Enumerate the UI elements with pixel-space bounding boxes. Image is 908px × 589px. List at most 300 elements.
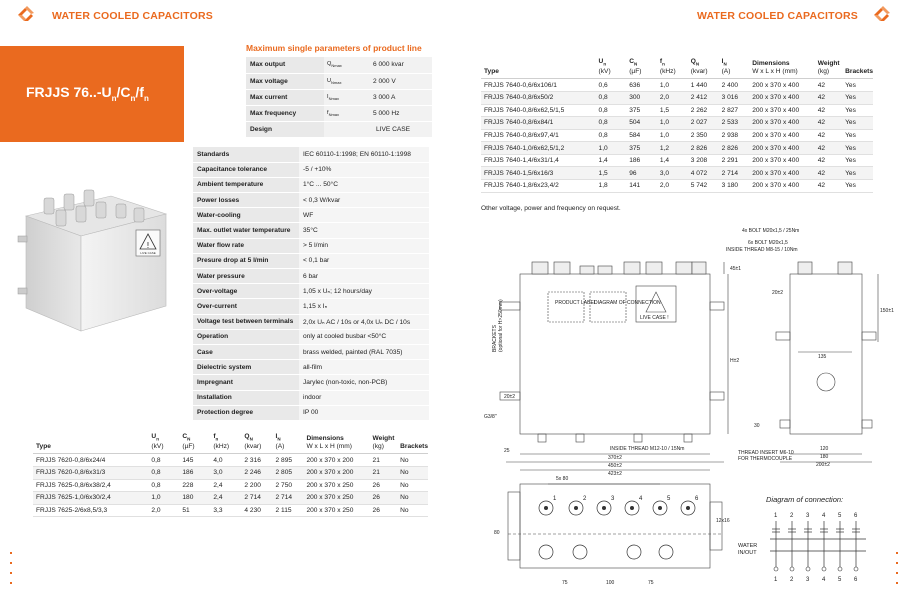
- table-cell: 1,0: [657, 129, 688, 142]
- connection-number-bottom: 5: [838, 577, 842, 583]
- table-cell: 42: [815, 129, 842, 142]
- svg-text:450±2: 450±2: [608, 463, 622, 469]
- table-cell: 200 x 370 x 400: [749, 91, 815, 104]
- table-cell: Yes: [842, 167, 873, 180]
- table-cell: 0,8: [596, 129, 627, 142]
- spec-label: Installation: [193, 390, 299, 405]
- spec-row: [193, 360, 429, 375]
- header-f: $f_n$ (kHz): [210, 433, 241, 454]
- connection-number-top: 4: [822, 513, 826, 519]
- svg-text:45±1: 45±1: [730, 266, 742, 272]
- spec-value: all-film: [299, 360, 429, 375]
- spec-row: [193, 147, 429, 162]
- spec-value: 6 bar: [299, 269, 429, 284]
- table-cell: 200 x 370 x 400: [749, 142, 815, 155]
- svg-text:30: 30: [754, 423, 760, 429]
- table-cell: 2 412: [688, 91, 719, 104]
- header-title-right: WATER COOLED CAPACITORS: [697, 10, 858, 22]
- table-cell: FRJJS 7620-0,8/6x31/3: [33, 466, 148, 479]
- header-c: $C_N$ (µF): [626, 58, 657, 79]
- specifications-table: [193, 147, 429, 421]
- spec-row: [193, 375, 429, 390]
- table-cell: 2 826: [688, 142, 719, 155]
- connection-number-bottom: 4: [822, 577, 826, 583]
- svg-text:75: 75: [562, 580, 568, 586]
- svg-text:PRODUCT LABEL: PRODUCT LABEL: [555, 300, 597, 306]
- table-cell: 1,5: [657, 104, 688, 117]
- table-cell: 0,8: [148, 479, 179, 492]
- svg-text:THREAD INSERT M6-10: THREAD INSERT M6-10: [738, 450, 794, 456]
- spec-row: [193, 314, 429, 329]
- table-cell: No: [397, 466, 428, 479]
- table-cell: FRJJS 7620-0,8/6x24/4: [33, 454, 148, 467]
- table-cell: 2 350: [688, 129, 719, 142]
- table-row: [33, 454, 428, 467]
- type-table-header: [33, 433, 428, 454]
- table-cell: 2 246: [241, 466, 272, 479]
- svg-text:75: 75: [648, 580, 654, 586]
- table-cell: 141: [626, 180, 657, 193]
- table-cell: 42: [815, 167, 842, 180]
- table-cell: Yes: [842, 180, 873, 193]
- table-cell: 375: [626, 104, 657, 117]
- spec-label: Case: [193, 344, 299, 359]
- table-cell: 0,8: [596, 104, 627, 117]
- table-cell: 2 750: [273, 479, 304, 492]
- svg-text:BRACKETS: BRACKETS: [492, 325, 498, 352]
- max-param-label: Max frequency: [246, 106, 324, 122]
- table-cell: No: [397, 492, 428, 505]
- table-cell: 2,4: [210, 479, 241, 492]
- table-cell: Yes: [842, 91, 873, 104]
- table-cell: 2 938: [719, 129, 750, 142]
- spec-label: Protection degree: [193, 405, 299, 420]
- svg-text:FOR THERMOCOUPLE: FOR THERMOCOUPLE: [738, 456, 793, 462]
- table-cell: 0,6: [596, 79, 627, 92]
- table-cell: 2 316: [241, 454, 272, 467]
- header-type: Type: [481, 58, 596, 79]
- table-cell: 228: [179, 479, 210, 492]
- spec-value: IP 00: [299, 405, 429, 420]
- connection-number-top: 6: [854, 513, 858, 519]
- table-cell: 1 440: [688, 79, 719, 92]
- table-cell: 375: [626, 142, 657, 155]
- svg-text:LIVE CASE !: LIVE CASE !: [640, 315, 669, 321]
- spec-value: only at cooled busbar <50°C: [299, 329, 429, 344]
- header-weight: Weight (kg): [370, 433, 398, 454]
- svg-text:370±2: 370±2: [608, 455, 622, 461]
- header-q: $Q_N$ (kvar): [688, 58, 719, 79]
- table-cell: 3 016: [719, 91, 750, 104]
- table-cell: No: [397, 454, 428, 467]
- table-cell: 26: [370, 504, 398, 517]
- svg-text:6x BOLT M20x1,5: 6x BOLT M20x1,5: [748, 240, 788, 246]
- table-cell: 42: [815, 79, 842, 92]
- type-table-header: [481, 58, 873, 79]
- svg-text:(optional for H>250mm): (optional for H>250mm): [498, 299, 504, 352]
- table-cell: 2,0: [657, 91, 688, 104]
- svg-text:H±2: H±2: [730, 358, 740, 364]
- svg-text:20±2: 20±2: [772, 290, 784, 296]
- svg-text:20±2: 20±2: [504, 394, 516, 400]
- table-cell: FRJJS 7625-0,8/6x38/2,4: [33, 479, 148, 492]
- table-row: [481, 91, 873, 104]
- table-cell: 2 805: [273, 466, 304, 479]
- table-cell: FRJJS 7640-0,8/6x62,5/1,5: [481, 104, 596, 117]
- table-cell: FRJJS 7640-0,8/6x50/2: [481, 91, 596, 104]
- svg-text:LIVE CASE: LIVE CASE: [140, 251, 156, 255]
- spec-row: [193, 253, 429, 268]
- design-row: [246, 122, 432, 138]
- type-table-left: [33, 433, 428, 517]
- header-q: $Q_N$ (kvar): [241, 433, 272, 454]
- max-param-row: [246, 57, 432, 73]
- svg-text:5x 80: 5x 80: [556, 476, 569, 482]
- spec-label: Voltage test between terminals: [193, 314, 299, 329]
- spec-row: [193, 405, 429, 420]
- spec-label: Over-voltage: [193, 284, 299, 299]
- spec-label: Capacitance tolerance: [193, 162, 299, 177]
- table-cell: 1,4: [596, 154, 627, 167]
- connection-number-bottom: 1: [774, 577, 778, 583]
- max-param-value: 5 000 Hz: [370, 106, 432, 122]
- table-cell: Yes: [842, 154, 873, 167]
- table-row: [481, 154, 873, 167]
- header-brackets: Brackets: [397, 433, 428, 454]
- table-cell: 1,0: [148, 492, 179, 505]
- spec-label: Ambient temperature: [193, 177, 299, 192]
- table-row: [481, 167, 873, 180]
- table-cell: 1,0: [657, 117, 688, 130]
- table-cell: Yes: [842, 142, 873, 155]
- max-param-symbol: $U_{Nmax}$: [324, 73, 370, 89]
- table-cell: 42: [815, 117, 842, 130]
- table-cell: No: [397, 479, 428, 492]
- spec-label: Max. outlet water temperature: [193, 223, 299, 238]
- table-cell: 504: [626, 117, 657, 130]
- terminal-label: 5: [667, 496, 671, 502]
- table-cell: 4 072: [688, 167, 719, 180]
- spec-label: Dielectric system: [193, 360, 299, 375]
- table-cell: 2,0: [148, 504, 179, 517]
- spec-row: [193, 344, 429, 359]
- max-param-row: [246, 89, 432, 105]
- table-row: [481, 142, 873, 155]
- spec-value: 2,0x Uₙ AC / 10s or 4,0x Uₙ DC / 10s: [299, 314, 429, 329]
- table-cell: 0,8: [596, 91, 627, 104]
- svg-text:100: 100: [606, 580, 615, 586]
- table-cell: 1,4: [657, 154, 688, 167]
- max-param-label: Max voltage: [246, 73, 324, 89]
- spec-row: [193, 238, 429, 253]
- table-row: [481, 180, 873, 193]
- table-cell: FRJJS 7640-1,4/6x31/1,4: [481, 154, 596, 167]
- spec-value: < 0,3 W/kvar: [299, 193, 429, 208]
- table-cell: 186: [179, 466, 210, 479]
- table-cell: 0,8: [596, 117, 627, 130]
- table-cell: 1,5: [596, 167, 627, 180]
- svg-text:150±1: 150±1: [880, 308, 894, 314]
- spec-label: Impregnant: [193, 375, 299, 390]
- spec-row: [193, 284, 429, 299]
- table-cell: Yes: [842, 79, 873, 92]
- table-cell: 200 x 370 x 200: [303, 466, 369, 479]
- max-param-value: 2 000 V: [370, 73, 432, 89]
- max-param-value: 6 000 kvar: [370, 57, 432, 73]
- connection-diagram-title: Diagram of connection:: [766, 495, 844, 504]
- table-cell: 96: [626, 167, 657, 180]
- spec-value: 1,05 x Uₙ; 12 hours/day: [299, 284, 429, 299]
- table-cell: 2 262: [688, 104, 719, 117]
- table-cell: FRJJS 7640-0,8/6x84/1: [481, 117, 596, 130]
- table-cell: 26: [370, 492, 398, 505]
- table-cell: 3,0: [657, 167, 688, 180]
- table-row: [481, 117, 873, 130]
- table-cell: 0,8: [148, 454, 179, 467]
- connection-number-bottom: 2: [790, 577, 794, 583]
- svg-text:120: 120: [820, 446, 829, 452]
- spec-value: indoor: [299, 390, 429, 405]
- spec-value: WF: [299, 208, 429, 223]
- spec-row: [193, 269, 429, 284]
- table-row: [481, 129, 873, 142]
- table-cell: 200 x 370 x 200: [303, 454, 369, 467]
- table-cell: 2 826: [719, 142, 750, 155]
- table-cell: FRJJS 7640-0,6/6x106/1: [481, 79, 596, 92]
- table-cell: 200 x 370 x 400: [749, 104, 815, 117]
- request-note: Other voltage, power and frequency on request.: [481, 205, 621, 212]
- table-cell: 51: [179, 504, 210, 517]
- table-cell: 2 895: [273, 454, 304, 467]
- table-cell: 1,8: [596, 180, 627, 193]
- table-cell: FRJJS 7640-0,8/6x97,4/1: [481, 129, 596, 142]
- table-cell: 145: [179, 454, 210, 467]
- product-title-box: [0, 46, 184, 142]
- table-cell: 200 x 370 x 400: [749, 180, 815, 193]
- table-cell: 3,0: [210, 466, 241, 479]
- header-dimensions: Dimensions W x L x H (mm): [749, 58, 815, 79]
- spec-value: IEC 60110-1:1998; EN 60110-1:1998: [299, 147, 429, 162]
- max-param-label: Max output: [246, 57, 324, 73]
- spec-label: Water-cooling: [193, 208, 299, 223]
- table-cell: 2 533: [719, 117, 750, 130]
- header-dimensions: Dimensions W x L x H (mm): [303, 433, 369, 454]
- table-cell: No: [397, 504, 428, 517]
- header-i: $I_N$ (A): [273, 433, 304, 454]
- table-cell: 186: [626, 154, 657, 167]
- max-param-symbol: $Q_{Nmax}$: [324, 57, 370, 73]
- table-cell: 1,0: [657, 79, 688, 92]
- table-row: [33, 479, 428, 492]
- table-cell: 584: [626, 129, 657, 142]
- table-cell: 2 714: [719, 167, 750, 180]
- design-label: Design: [246, 122, 324, 138]
- max-param-symbol: $f_{Nmax}$: [324, 106, 370, 122]
- table-cell: 42: [815, 180, 842, 193]
- table-cell: 200 x 370 x 250: [303, 504, 369, 517]
- table-cell: 200 x 370 x 400: [749, 167, 815, 180]
- table-cell: 26: [370, 479, 398, 492]
- spec-label: Water flow rate: [193, 238, 299, 253]
- spec-value: 1,15 x Iₙ: [299, 299, 429, 314]
- connection-number-top: 3: [806, 513, 810, 519]
- table-row: [481, 104, 873, 117]
- table-cell: 1,2: [657, 142, 688, 155]
- header-c: $C_N$ (µF): [179, 433, 210, 454]
- table-cell: 0,8: [148, 466, 179, 479]
- spec-label: Standards: [193, 147, 299, 162]
- table-cell: 1,0: [596, 142, 627, 155]
- table-cell: FRJJS 7640-1,5/6x16/3: [481, 167, 596, 180]
- terminal-circles: [539, 501, 695, 559]
- table-cell: 42: [815, 91, 842, 104]
- table-cell: Yes: [842, 104, 873, 117]
- connection-diagram: [736, 505, 876, 585]
- terminal-label: 6: [695, 496, 699, 502]
- table-row: [481, 79, 873, 92]
- connection-number-bottom: 3: [806, 577, 810, 583]
- capacitor-product-image: [16, 176, 170, 336]
- table-cell: 2 200: [241, 479, 272, 492]
- header-f: $f_n$ (kHz): [657, 58, 688, 79]
- table-cell: 42: [815, 104, 842, 117]
- terminal-label: 1: [553, 496, 557, 502]
- header-u: $U_n$ (kV): [596, 58, 627, 79]
- table-cell: 2,4: [210, 492, 241, 505]
- spec-row: [193, 390, 429, 405]
- spec-label: Over-current: [193, 299, 299, 314]
- max-param-label: Max current: [246, 89, 324, 105]
- header-u: $U_n$ (kV): [148, 433, 179, 454]
- svg-text:WATER: WATER: [738, 543, 758, 549]
- max-param-value: 3 000 A: [370, 89, 432, 105]
- header-type: Type: [33, 433, 148, 454]
- header-title-left: WATER COOLED CAPACITORS: [52, 10, 213, 22]
- table-cell: FRJJS 7625-1,0/6x30/2,4: [33, 492, 148, 505]
- spec-label: Water pressure: [193, 269, 299, 284]
- table-cell: 200 x 370 x 400: [749, 117, 815, 130]
- svg-text:180: 180: [820, 454, 829, 460]
- svg-text:200±2: 200±2: [816, 462, 830, 468]
- table-cell: 200 x 370 x 250: [303, 492, 369, 505]
- table-cell: FRJJS 7640-1,8/6x23,4/2: [481, 180, 596, 193]
- header-i: $I_N$ (A): [719, 58, 750, 79]
- table-cell: 2,0: [657, 180, 688, 193]
- table-cell: 2 714: [241, 492, 272, 505]
- design-value: LIVE CASE: [324, 122, 432, 138]
- svg-text:IN/OUT: IN/OUT: [738, 550, 757, 556]
- connection-number-top: 2: [790, 513, 794, 519]
- svg-text:G3/8": G3/8": [484, 414, 497, 420]
- table-cell: 200 x 370 x 400: [749, 79, 815, 92]
- table-cell: 21: [370, 454, 398, 467]
- spec-value: -5 / +10%: [299, 162, 429, 177]
- table-cell: 3,3: [210, 504, 241, 517]
- svg-text:4x BOLT M20x1,5 / 25Nm: 4x BOLT M20x1,5 / 25Nm: [742, 228, 800, 234]
- spec-label: Operation: [193, 329, 299, 344]
- table-cell: 21: [370, 466, 398, 479]
- table-row: [33, 492, 428, 505]
- table-cell: Yes: [842, 129, 873, 142]
- table-cell: 300: [626, 91, 657, 104]
- table-cell: 636: [626, 79, 657, 92]
- spec-row: [193, 299, 429, 314]
- product-title: FRJJS $76..-U_n/C_n/f_n$: [26, 84, 149, 103]
- table-cell: Yes: [842, 117, 873, 130]
- spec-value: 1°C ... 50°C: [299, 177, 429, 192]
- table-cell: 3 208: [688, 154, 719, 167]
- table-cell: 2 827: [719, 104, 750, 117]
- table-cell: 2 027: [688, 117, 719, 130]
- svg-text:80: 80: [494, 530, 500, 536]
- table-cell: 42: [815, 142, 842, 155]
- table-cell: FRJJS 7640-1,0/6x62,5/1,2: [481, 142, 596, 155]
- header-weight: Weight (kg): [815, 58, 842, 79]
- max-params-heading: Maximum single parameters of product line: [246, 43, 422, 53]
- table-cell: 5 742: [688, 180, 719, 193]
- spec-row: [193, 177, 429, 192]
- spec-row: [193, 223, 429, 238]
- spec-value: brass welded, painted (RAL 7035): [299, 344, 429, 359]
- table-row: [33, 504, 428, 517]
- max-param-symbol: $I_{Nmax}$: [324, 89, 370, 105]
- terminal-label: 3: [611, 496, 615, 502]
- svg-text:25: 25: [504, 448, 510, 454]
- table-cell: 4,0: [210, 454, 241, 467]
- table-cell: 2 291: [719, 154, 750, 167]
- front-view-body: [520, 274, 710, 434]
- spec-row: [193, 162, 429, 177]
- spec-value: Jarylec (non-toxic, non-PCB): [299, 375, 429, 390]
- terminal-label: 4: [639, 496, 643, 502]
- table-cell: 3 180: [719, 180, 750, 193]
- svg-text:423±2: 423±2: [608, 471, 622, 477]
- table-cell: 200 x 370 x 400: [749, 129, 815, 142]
- spec-row: [193, 208, 429, 223]
- max-param-row: [246, 73, 432, 89]
- table-cell: 200 x 370 x 250: [303, 479, 369, 492]
- svg-text:12x16: 12x16: [716, 518, 730, 524]
- type-table-right: [481, 58, 873, 193]
- table-cell: 2 400: [719, 79, 750, 92]
- spec-row: [193, 329, 429, 344]
- table-cell: FRJJS 7625-2/6x8,5/3,3: [33, 504, 148, 517]
- table-cell: 200 x 370 x 400: [749, 154, 815, 167]
- svg-text:INSIDE THREAD M8-15 / 10Nm: INSIDE THREAD M8-15 / 10Nm: [726, 247, 798, 253]
- table-cell: 42: [815, 154, 842, 167]
- svg-text:!: !: [146, 241, 150, 250]
- header-brackets: Brackets: [842, 58, 873, 79]
- svg-text:135: 135: [818, 354, 827, 360]
- spec-row: [193, 193, 429, 208]
- spec-value: < 0,1 bar: [299, 253, 429, 268]
- brand-logo: [16, 4, 36, 24]
- connection-number-bottom: 6: [854, 577, 858, 583]
- table-cell: 4 230: [241, 504, 272, 517]
- svg-text:INSIDE THREAD M12-10 / 15Nm: INSIDE THREAD M12-10 / 15Nm: [610, 446, 685, 452]
- table-cell: 180: [179, 492, 210, 505]
- spec-label: Power losses: [193, 193, 299, 208]
- connection-number-top: 5: [838, 513, 842, 519]
- table-cell: 2 714: [273, 492, 304, 505]
- max-param-row: [246, 106, 432, 122]
- table-row: [33, 466, 428, 479]
- brand-logo: [872, 4, 892, 24]
- table-cell: 2 115: [273, 504, 304, 517]
- max-params-table: [246, 57, 432, 138]
- spec-value: > 5 l/min: [299, 238, 429, 253]
- spec-label: Presure drop at 5 l/min: [193, 253, 299, 268]
